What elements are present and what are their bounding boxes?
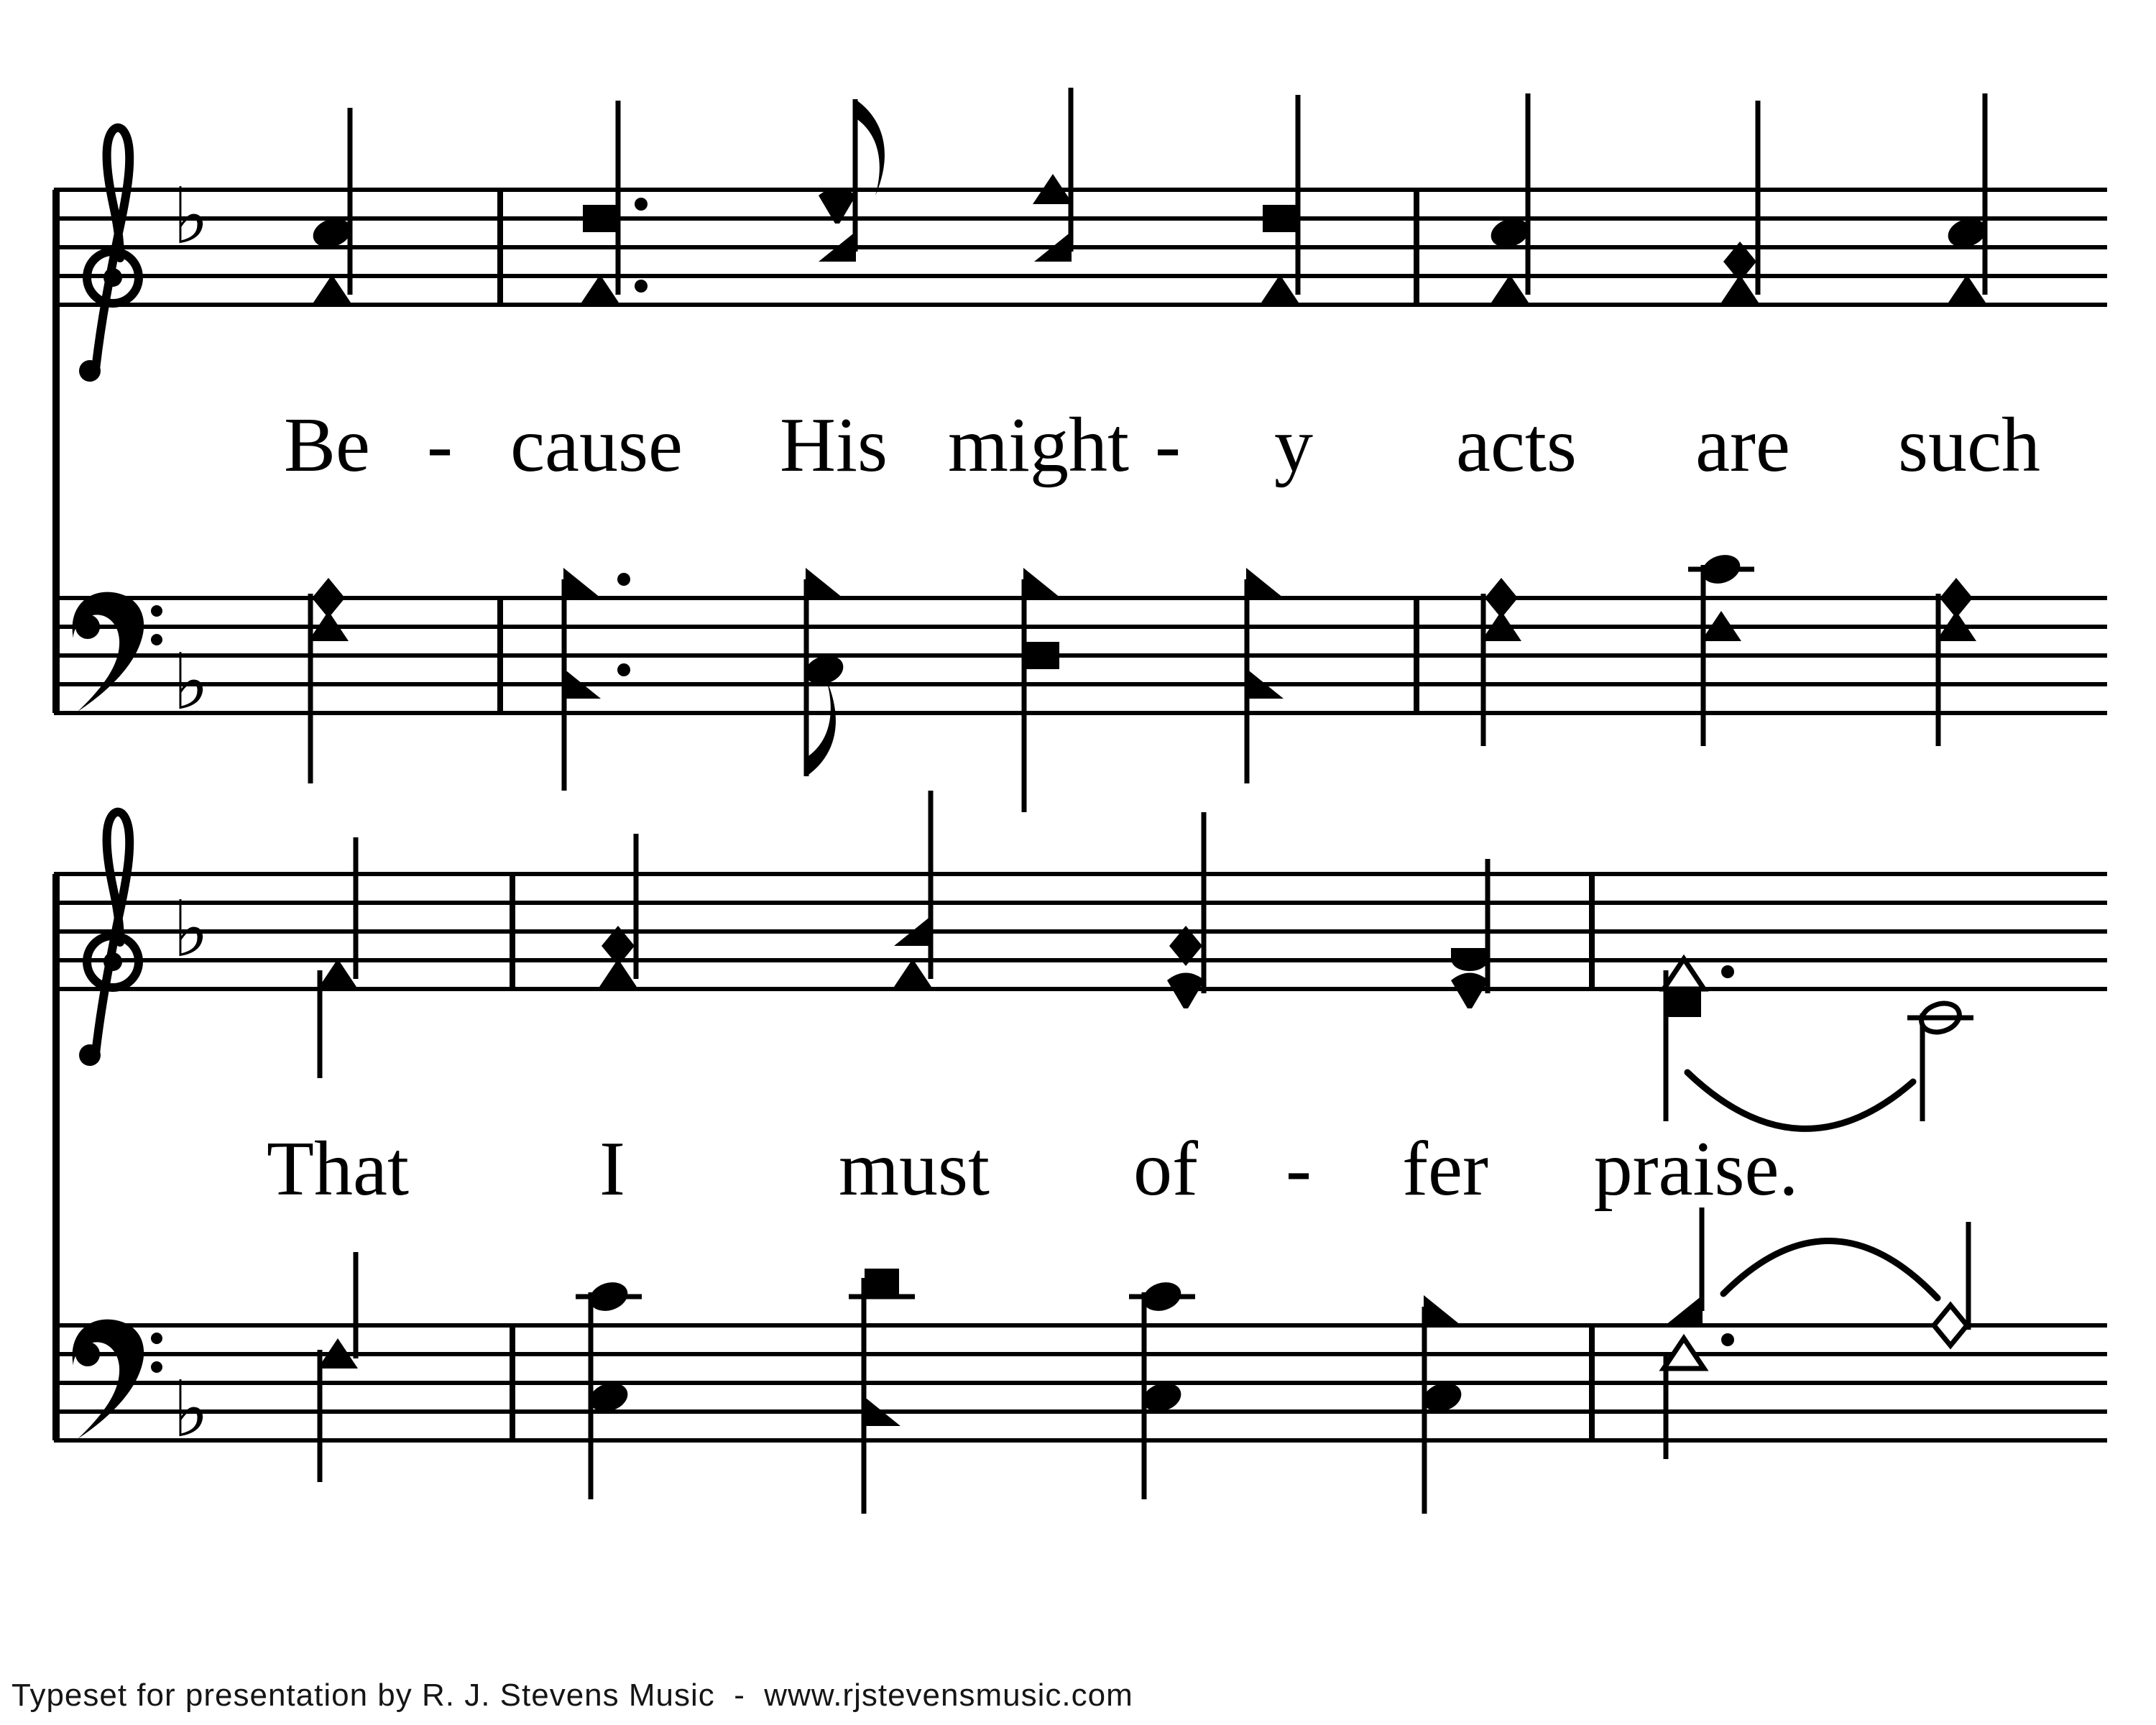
notehead-fa-Bb3 xyxy=(563,568,601,598)
flat-key-signature: ♭ xyxy=(172,1365,209,1455)
notehead-fa-Bb3 xyxy=(1665,1295,1703,1325)
notehead-fa-Bb3 xyxy=(1023,568,1061,598)
augmentation-dot xyxy=(1721,965,1734,978)
notehead-do-F4 xyxy=(893,959,933,989)
lyric-syllable-line1: - xyxy=(1155,402,1181,488)
flat-key-signature: ♭ xyxy=(172,638,209,727)
treble-clef xyxy=(103,268,122,287)
notehead-la-D4 xyxy=(1667,990,1701,1017)
notehead-do-F4 xyxy=(1947,275,1987,305)
bass-clef xyxy=(73,592,144,712)
notehead-do-F4 xyxy=(1260,275,1300,305)
lyric-syllable-line2: - xyxy=(1286,1126,1312,1212)
notehead-la-D5 xyxy=(583,205,617,232)
lyric-syllable-line1: are xyxy=(1695,402,1790,488)
lyric-syllable-line1: such xyxy=(1898,402,2040,488)
lyric-syllable-line1: cause xyxy=(510,402,683,488)
bass-clef xyxy=(75,1342,100,1366)
lyric-syllable-line2: I xyxy=(599,1126,625,1212)
flat-key-signature: ♭ xyxy=(172,172,209,262)
bass-clef xyxy=(151,605,162,617)
bass-clef xyxy=(151,1361,162,1373)
notehead-do-F4 xyxy=(1720,275,1760,305)
bass-clef xyxy=(151,634,162,645)
slur xyxy=(1687,1072,1913,1128)
augmentation-dot xyxy=(617,663,630,676)
notehead-la-D5 xyxy=(1263,205,1297,232)
notehead-do-F4 xyxy=(1490,275,1530,305)
notehead-fa-Bb3 xyxy=(1246,568,1284,598)
augmentation-dot xyxy=(1721,1333,1734,1346)
lyric-syllable-line1: y xyxy=(1274,402,1313,488)
lyric-syllable-line1: His xyxy=(779,402,888,488)
treble-clef xyxy=(103,952,122,971)
notehead-la-D3 xyxy=(1025,642,1059,669)
bass-clef xyxy=(151,1333,162,1344)
augmentation-dot xyxy=(617,573,630,586)
notehead-do-F4 xyxy=(580,275,620,305)
notehead-re-G4 xyxy=(1451,948,1488,971)
augmentation-dot xyxy=(635,280,648,293)
flat-key-signature: ♭ xyxy=(172,885,209,975)
notehead-fa-Bb3 xyxy=(806,568,843,598)
notehead-mi-A3-half xyxy=(1934,1305,1967,1346)
notehead-fa-Bb3 xyxy=(1424,1295,1461,1325)
lyric-syllable-line2: must xyxy=(838,1126,990,1212)
lyric-syllable-line2: praise. xyxy=(1593,1126,1799,1212)
lyric-syllable-line2: That xyxy=(267,1126,409,1212)
lyric-syllable-line1: might xyxy=(947,402,1130,488)
notehead-la-D4 xyxy=(865,1269,899,1296)
eighth-flag xyxy=(806,680,836,776)
footer-credit: Typeset for presentation by R. J. Stevens Music - www.rjstevensmusic.com xyxy=(11,1678,1133,1713)
lyric-syllable-line1: acts xyxy=(1456,402,1577,488)
notehead-do-F4 xyxy=(318,959,358,989)
bass-clef xyxy=(73,1320,144,1439)
augmentation-dot xyxy=(635,198,648,211)
lyric-syllable-line2: fer xyxy=(1402,1126,1488,1212)
lyric-syllable-line2: of xyxy=(1133,1126,1198,1212)
slur xyxy=(1723,1241,1938,1298)
lyric-syllable-line1: - xyxy=(427,402,453,488)
treble-clef xyxy=(79,1044,101,1066)
eighth-flag xyxy=(855,99,885,196)
lyric-syllable-line1: Be xyxy=(284,402,370,488)
notehead-do-F4 xyxy=(312,275,352,305)
notehead-do-F4 xyxy=(598,959,638,989)
treble-clef xyxy=(79,360,101,382)
notehead-do-F4-half xyxy=(1664,959,1704,989)
bass-clef xyxy=(75,615,100,639)
